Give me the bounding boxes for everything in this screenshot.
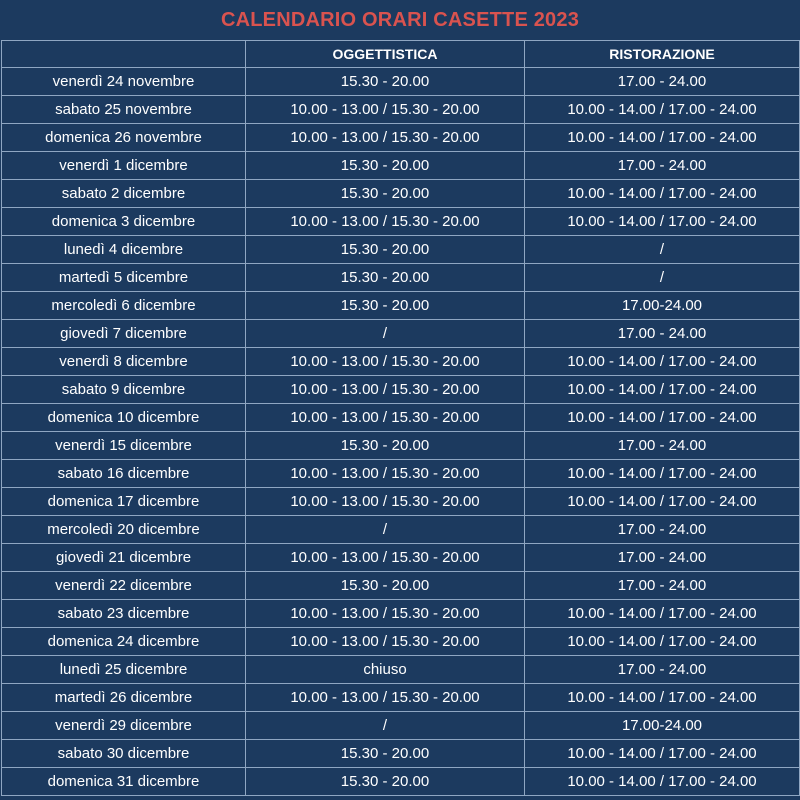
- schedule-table-body: [2, 68, 800, 796]
- oggettistica-cell: 10.00 - 13.00 / 15.30 - 20.00: [246, 488, 525, 516]
- ristorazione-cell: 17.00-24.00: [525, 712, 800, 740]
- oggettistica-cell: 10.00 - 13.00 / 15.30 - 20.00: [246, 208, 525, 236]
- date-cell: martedì 5 dicembre: [2, 264, 246, 292]
- oggettistica-cell: 15.30 - 20.00: [246, 740, 525, 768]
- table-row: [2, 656, 800, 684]
- table-row: [2, 292, 800, 320]
- ristorazione-cell: 17.00 - 24.00: [525, 152, 800, 180]
- date-cell: venerdì 22 dicembre: [2, 572, 246, 600]
- ristorazione-cell: 10.00 - 14.00 / 17.00 - 24.00: [525, 600, 800, 628]
- date-cell: sabato 9 dicembre: [2, 376, 246, 404]
- oggettistica-cell: 10.00 - 13.00 / 15.30 - 20.00: [246, 628, 525, 656]
- table-row: [2, 180, 800, 208]
- ristorazione-cell: 10.00 - 14.00 / 17.00 - 24.00: [525, 124, 800, 152]
- date-cell: sabato 30 dicembre: [2, 740, 246, 768]
- table-row: [2, 712, 800, 740]
- date-cell: venerdì 15 dicembre: [2, 432, 246, 460]
- ristorazione-cell: 10.00 - 14.00 / 17.00 - 24.00: [525, 488, 800, 516]
- table-row: [2, 432, 800, 460]
- header-oggettistica: OGGETTISTICA: [246, 41, 525, 68]
- header-date: [2, 41, 246, 68]
- date-cell: sabato 23 dicembre: [2, 600, 246, 628]
- date-cell: martedì 26 dicembre: [2, 684, 246, 712]
- oggettistica-cell: 15.30 - 20.00: [246, 152, 525, 180]
- oggettistica-cell: 15.30 - 20.00: [246, 572, 525, 600]
- ristorazione-cell: 17.00 - 24.00: [525, 320, 800, 348]
- date-cell: domenica 17 dicembre: [2, 488, 246, 516]
- page-title: CALENDARIO ORARI CASETTE 2023: [220, 8, 580, 31]
- table-row: [2, 460, 800, 488]
- header-row: [2, 41, 800, 68]
- table-row: [2, 544, 800, 572]
- date-cell: venerdì 1 dicembre: [2, 152, 246, 180]
- oggettistica-cell: 15.30 - 20.00: [246, 432, 525, 460]
- ristorazione-cell: 10.00 - 14.00 / 17.00 - 24.00: [525, 404, 800, 432]
- date-cell: giovedì 21 dicembre: [2, 544, 246, 572]
- ristorazione-cell: 10.00 - 14.00 / 17.00 - 24.00: [525, 180, 800, 208]
- ristorazione-cell: 10.00 - 14.00 / 17.00 - 24.00: [525, 684, 800, 712]
- oggettistica-cell: 10.00 - 13.00 / 15.30 - 20.00: [246, 460, 525, 488]
- oggettistica-cell: 10.00 - 13.00 / 15.30 - 20.00: [246, 124, 525, 152]
- ristorazione-cell: 10.00 - 14.00 / 17.00 - 24.00: [525, 376, 800, 404]
- date-cell: sabato 16 dicembre: [2, 460, 246, 488]
- table-row: [2, 488, 800, 516]
- date-cell: domenica 10 dicembre: [2, 404, 246, 432]
- oggettistica-cell: 15.30 - 20.00: [246, 768, 525, 796]
- table-row: [2, 348, 800, 376]
- table-row: [2, 320, 800, 348]
- oggettistica-cell: 15.30 - 20.00: [246, 68, 525, 96]
- oggettistica-cell: 10.00 - 13.00 / 15.30 - 20.00: [246, 348, 525, 376]
- oggettistica-cell: 15.30 - 20.00: [246, 292, 525, 320]
- table-row: [2, 516, 800, 544]
- table-row: [2, 68, 800, 96]
- table-row: [2, 600, 800, 628]
- date-cell: domenica 31 dicembre: [2, 768, 246, 796]
- table-row: [2, 628, 800, 656]
- table-row: [2, 768, 800, 796]
- date-cell: domenica 3 dicembre: [2, 208, 246, 236]
- date-cell: venerdì 24 novembre: [2, 68, 246, 96]
- date-cell: sabato 25 novembre: [2, 96, 246, 124]
- ristorazione-cell: 17.00 - 24.00: [525, 544, 800, 572]
- table-row: [2, 96, 800, 124]
- ristorazione-cell: 17.00 - 24.00: [525, 432, 800, 460]
- oggettistica-cell: 10.00 - 13.00 / 15.30 - 20.00: [246, 544, 525, 572]
- oggettistica-cell: 10.00 - 13.00 / 15.30 - 20.00: [246, 96, 525, 124]
- date-cell: lunedì 25 dicembre: [2, 656, 246, 684]
- table-row: [2, 152, 800, 180]
- date-cell: lunedì 4 dicembre: [2, 236, 246, 264]
- ristorazione-cell: 10.00 - 14.00 / 17.00 - 24.00: [525, 348, 800, 376]
- table-row: [2, 264, 800, 292]
- ristorazione-cell: 17.00-24.00: [525, 292, 800, 320]
- schedule-table: [1, 40, 800, 796]
- ristorazione-cell: 17.00 - 24.00: [525, 572, 800, 600]
- title-bar: [0, 0, 800, 40]
- table-row: [2, 124, 800, 152]
- oggettistica-cell: chiuso: [246, 656, 525, 684]
- date-cell: venerdì 29 dicembre: [2, 712, 246, 740]
- ristorazione-cell: 10.00 - 14.00 / 17.00 - 24.00: [525, 460, 800, 488]
- table-row: [2, 404, 800, 432]
- ristorazione-cell: 17.00 - 24.00: [525, 516, 800, 544]
- oggettistica-cell: /: [246, 516, 525, 544]
- ristorazione-cell: 17.00 - 24.00: [525, 68, 800, 96]
- ristorazione-cell: 17.00 - 24.00: [525, 656, 800, 684]
- oggettistica-cell: 10.00 - 13.00 / 15.30 - 20.00: [246, 684, 525, 712]
- ristorazione-cell: 10.00 - 14.00 / 17.00 - 24.00: [525, 628, 800, 656]
- date-cell: domenica 26 novembre: [2, 124, 246, 152]
- oggettistica-cell: 10.00 - 13.00 / 15.30 - 20.00: [246, 600, 525, 628]
- ristorazione-cell: /: [525, 264, 800, 292]
- date-cell: domenica 24 dicembre: [2, 628, 246, 656]
- schedule-table-head: [2, 41, 800, 68]
- oggettistica-cell: /: [246, 320, 525, 348]
- oggettistica-cell: 10.00 - 13.00 / 15.30 - 20.00: [246, 404, 525, 432]
- table-row: [2, 376, 800, 404]
- date-cell: mercoledì 6 dicembre: [2, 292, 246, 320]
- date-cell: sabato 2 dicembre: [2, 180, 246, 208]
- date-cell: venerdì 8 dicembre: [2, 348, 246, 376]
- oggettistica-cell: /: [246, 712, 525, 740]
- ristorazione-cell: 10.00 - 14.00 / 17.00 - 24.00: [525, 740, 800, 768]
- table-row: [2, 684, 800, 712]
- date-cell: mercoledì 20 dicembre: [2, 516, 246, 544]
- ristorazione-cell: 10.00 - 14.00 / 17.00 - 24.00: [525, 96, 800, 124]
- ristorazione-cell: 10.00 - 14.00 / 17.00 - 24.00: [525, 768, 800, 796]
- date-cell: giovedì 7 dicembre: [2, 320, 246, 348]
- table-row: [2, 208, 800, 236]
- oggettistica-cell: 15.30 - 20.00: [246, 264, 525, 292]
- table-row: [2, 572, 800, 600]
- oggettistica-cell: 15.30 - 20.00: [246, 180, 525, 208]
- table-row: [2, 740, 800, 768]
- header-ristorazione: RISTORAZIONE: [525, 41, 800, 68]
- ristorazione-cell: /: [525, 236, 800, 264]
- oggettistica-cell: 10.00 - 13.00 / 15.30 - 20.00: [246, 376, 525, 404]
- table-row: [2, 236, 800, 264]
- ristorazione-cell: 10.00 - 14.00 / 17.00 - 24.00: [525, 208, 800, 236]
- oggettistica-cell: 15.30 - 20.00: [246, 236, 525, 264]
